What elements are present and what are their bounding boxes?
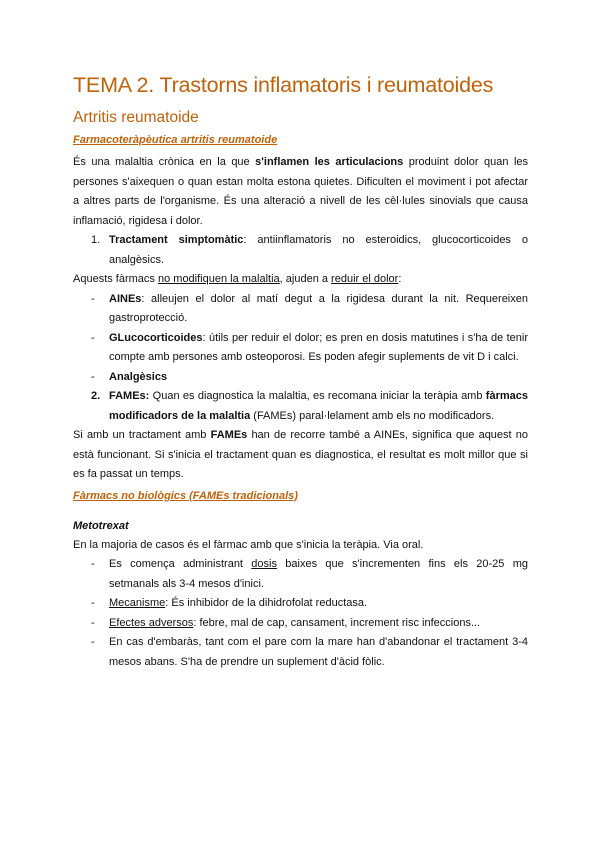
- emphasis-inflamen: s'inflamen les articulacions: [255, 156, 404, 168]
- subsection-heading-farmacs-no-biologics: Fàrmacs no biològics (FAMEs tradicionals): [73, 489, 298, 502]
- list-item-embaras: - En cas d'embaràs, tant com el pare com la mare han d'abandonar el tractament 3-4 mesos abans. S'ha de prendre un suplement d'àcid fòlic.: [73, 633, 528, 672]
- page-title: [73, 70, 528, 100]
- section-heading: Artritis reumatoide: [73, 109, 199, 126]
- intro-paragraph: És una malaltia crònica en la que s'inflamen les articulacions produint dolor quan les persones s'aixequen o quan estan molta estona quietes. Dificulten el moviment i pot afectar a altres parts de l'organisme. És una alteració a nivell de les cèl·lules sinovials que causa inflamació, rigidesa i dolor.: [73, 156, 528, 227]
- list-item-analgesics: - Analgèsics: [73, 368, 528, 388]
- aquests-paragraph: Aquests fàrmacs no modifiquen la malaltia, ajuden a reduir el dolor:: [73, 273, 402, 285]
- subsection-heading-farmacoterapeutica: Farmacoteràpèutica artritis reumatoide: [73, 134, 278, 146]
- metotrexat-intro: En la majoria de casos és el fàrmac amb que s'inicia la teràpia. Via oral.: [73, 538, 424, 551]
- list-item-dosis: - Es comença administrant dosis baixes que s'incrementen fins els 20-25 mg setmanals als 3-4 mesos d'inici.: [73, 555, 528, 594]
- document-content: [73, 70, 528, 672]
- list-item-aines: - AINEs: alleujen el dolor al matí degut a la rigidesa durant la nit. Requereixen gastroprotecció.: [73, 290, 528, 329]
- drug-class-list: [73, 290, 528, 388]
- list-number: 2.: [91, 390, 101, 402]
- title-prefix: TEMA 2.: [73, 73, 155, 97]
- list-item-glucocorticoides: - GLucocorticoides: útils per reduir el dolor; es pren en dosis matutines i s'ha de tenir compte amb persones amb osteoporosi. Es poden afegir suplements de vit D i calci.: [73, 329, 528, 368]
- list-item-efectes-adversos: - Efectes adversos: febre, mal de cap, cansament, increment risc infeccions...: [73, 614, 528, 634]
- metotrexat-list: [73, 555, 528, 672]
- list-item-tractament-simptomatic: 1. Tractament simptomàtic: antiinflamatoris no esteroidics, glucocorticoides o analgèsics.: [73, 231, 528, 270]
- numbered-list-2: [73, 387, 528, 426]
- list-number: 1.: [91, 234, 101, 246]
- metotrexat-heading: Metotrexat: [73, 519, 129, 532]
- title-rest: Trastorns inflamatoris i reumatoides: [159, 73, 494, 97]
- si-paragraph: Si amb un tractament amb FAMEs han de recorre també a AINEs, significa que aquest no està funcionant. Si s'inicia el tractament quan es diagnostica, el resultat es molt millor que si es fa passat un temps.: [73, 429, 528, 480]
- numbered-list-1: [73, 231, 528, 270]
- list-item-mecanisme: - Mecanisme: És inhibidor de la dihidrofolat reductasa.: [73, 594, 528, 614]
- list-item-fames: 2. FAMEs: Quan es diagnostica la malaltia, es recomana iniciar la teràpia amb fàrmacs modificadors de la malaltia (FAMEs) paral·lelament amb els no modificadors.: [73, 387, 528, 426]
